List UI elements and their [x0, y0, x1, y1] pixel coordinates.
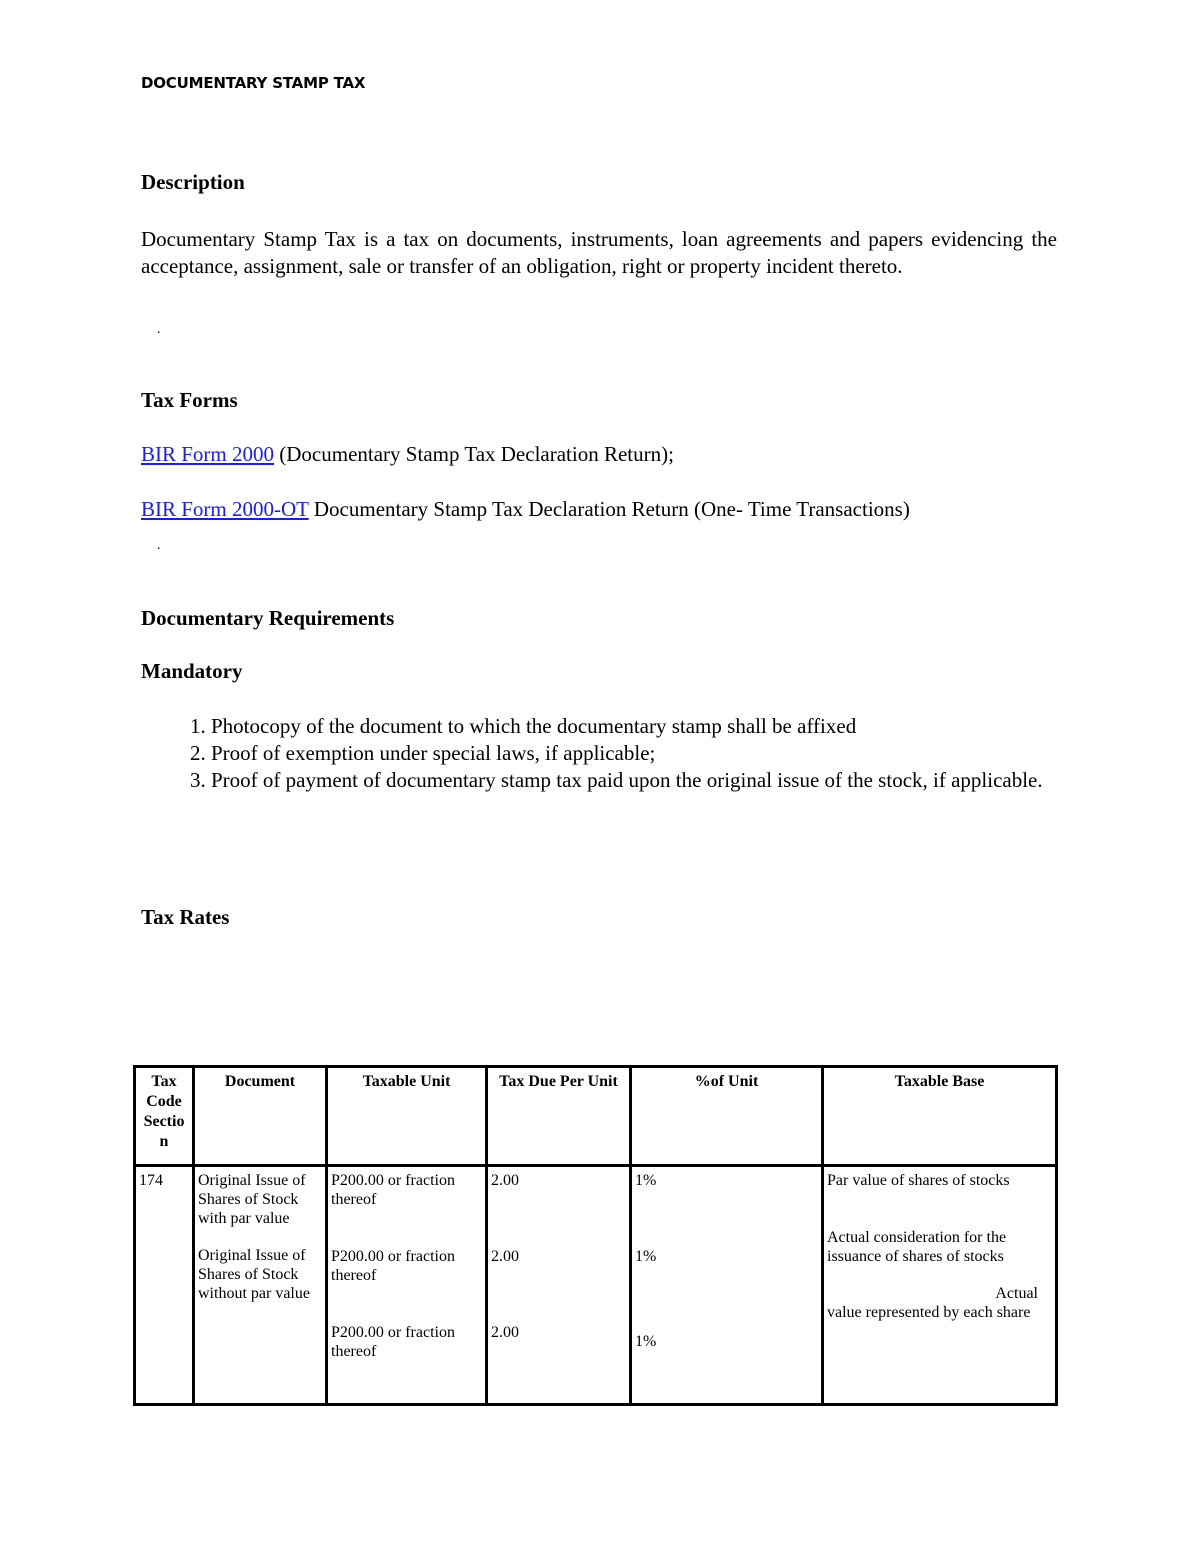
tax-rates-heading: Tax Rates	[141, 905, 230, 929]
tax-due-1: 2.00	[491, 1172, 519, 1189]
cell-percent	[631, 1166, 823, 1405]
base-par-value: Par value of shares of stocks	[827, 1172, 1010, 1189]
description-text: Documentary Stamp Tax is a tax on documents, instruments, loan agreements and papers evidencing the acceptance, assignment, sale or transfer of an obligation, right or property incident thereto.	[141, 227, 1057, 278]
requirements-list	[141, 713, 1121, 794]
header-tax-code-section: Tax Code Sectio n	[135, 1067, 194, 1166]
table-header-row	[135, 1067, 1057, 1166]
form-2000-line	[141, 441, 674, 468]
form-2000-ot-description: Documentary Stamp Tax Declaration Return (One- Time Transactions)	[308, 497, 910, 521]
cell-section: 174	[135, 1166, 194, 1405]
header-tax-due-per-unit: Tax Due Per Unit	[487, 1067, 631, 1166]
list-item: 2. Proof of exemption under special laws, if applicable;	[211, 740, 1121, 767]
percent-2: 1%	[635, 1248, 657, 1265]
form-2000-description: (Documentary Stamp Tax Declaration Return);	[274, 442, 674, 466]
list-item: 1. Photocopy of the document to which the documentary stamp shall be affixed	[211, 713, 1121, 740]
page-title: DOCUMENTARY STAMP TAX	[141, 74, 366, 92]
bir-form-2000-link[interactable]: BIR Form 2000	[141, 442, 275, 466]
percent-1: 1%	[635, 1172, 657, 1189]
base-value-per-share: value represented by each share	[827, 1304, 1031, 1321]
mandatory-heading: Mandatory	[141, 659, 243, 683]
tax-due-3: 2.00	[491, 1324, 519, 1341]
unit-3: P200.00 or fraction thereof	[331, 1324, 455, 1360]
document-par-value: Original Issue of Shares of Stock with par value	[198, 1172, 306, 1227]
document-no-par-value: Original Issue of Shares of Stock without par value	[198, 1247, 310, 1302]
cell-tax-due	[487, 1166, 631, 1405]
list-item: 3. Proof of payment of documentary stamp tax paid upon the original issue of the stock, if applicable.	[211, 767, 1121, 794]
cell-taxable-unit	[327, 1166, 487, 1405]
form-2000-ot-line	[141, 496, 910, 523]
bullet-dot: .	[157, 322, 161, 337]
header-document: Document	[194, 1067, 327, 1166]
header-taxable-base: Taxable Base	[823, 1067, 1057, 1166]
header-percent-of-unit: %of Unit	[631, 1067, 823, 1166]
bir-form-2000-ot-link[interactable]: BIR Form 2000-OT	[141, 497, 309, 521]
description-heading: Description	[141, 170, 245, 194]
tax-rates-table	[133, 1065, 1058, 1406]
percent-3: 1%	[635, 1333, 657, 1350]
base-actual-consideration: Actual consideration for the issuance of shares of stocks	[827, 1229, 1007, 1265]
header-taxable-unit: Taxable Unit	[327, 1067, 487, 1166]
tax-forms-heading: Tax Forms	[141, 388, 238, 412]
unit-2: P200.00 or fraction thereof	[331, 1248, 455, 1284]
tax-due-2: 2.00	[491, 1248, 519, 1265]
base-actual: Actual	[995, 1285, 1038, 1302]
documentary-requirements-heading: Documentary Requirements	[141, 606, 395, 630]
table-row	[135, 1166, 1057, 1405]
cell-document	[194, 1166, 327, 1405]
cell-taxable-base	[823, 1166, 1057, 1405]
unit-1: P200.00 or fraction thereof	[331, 1172, 455, 1208]
bullet-dot: .	[157, 538, 161, 553]
